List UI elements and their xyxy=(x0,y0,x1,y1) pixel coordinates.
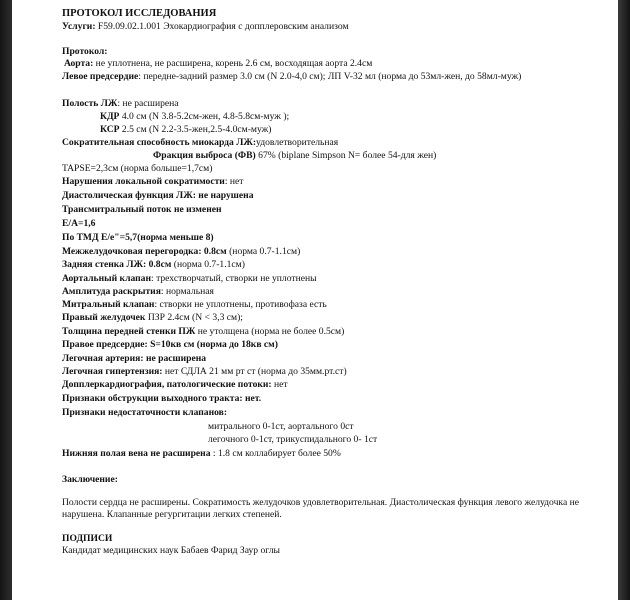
tmd-line: По ТМД E/e"=5,7(норма меньше 8) xyxy=(62,232,214,243)
regurgitation-line-2: легочного 0-1ст, трикуспидального 0- 1ст xyxy=(208,434,378,445)
ksr-label: КСР xyxy=(100,124,120,135)
amplitude-label: Амплитуда раскрытия xyxy=(62,286,161,297)
posterior-wall-line xyxy=(62,259,245,271)
doppler-value: нет xyxy=(271,379,288,390)
mitral-value: : створки не уплотнены, противофаза есть xyxy=(154,299,327,310)
diastolic-label: Диастолическая функция ЛЖ xyxy=(62,190,193,201)
contractility-line xyxy=(62,137,338,149)
right-ventricle-line xyxy=(62,312,243,324)
diastolic-value: : не нарушена xyxy=(192,190,254,201)
contractility-label: Сократительная способность миокарда ЛЖ: xyxy=(62,137,257,148)
aorta-value: не уплотнена, не расширена, корень 2.6 см, восходящая аорта 2.4см xyxy=(93,58,373,69)
ph-value: нет СДЛА 21 мм рт ст (норма до 35мм.рт.ст) xyxy=(162,366,347,377)
ivs-label: Межжелудочковая перегородка xyxy=(62,246,199,257)
ivs-norm: (норма 0.7-1.1см) xyxy=(226,246,301,257)
doppler-line xyxy=(62,379,288,391)
diastolic-line xyxy=(62,190,254,202)
doctor-signature-line: Кандидат медицинских наук Бабаев Фарид Заур оглы xyxy=(62,545,280,556)
lv-cavity-label: Полость ЛЖ xyxy=(62,98,118,109)
pw-norm: (норма 0.7-1.1см) xyxy=(171,259,245,270)
service-value: F59.09.02.1.001 Эхокардиография с допплеровским анализом xyxy=(95,21,349,32)
conclusion-heading: Заключение: xyxy=(62,474,118,485)
amplitude-line xyxy=(62,286,214,298)
rv-wall-line xyxy=(62,326,344,338)
lv-cavity-value: : не расширена xyxy=(117,98,179,109)
tapse-line: TAPSE=2,3см (норма больше=1,7см) xyxy=(62,163,213,174)
pulmonary-hypertension-line xyxy=(62,366,347,378)
la-label: Левое предсердие xyxy=(62,71,139,82)
ph-label: Легочная гипертензия: xyxy=(62,366,163,377)
rv-value: ПЗР 2.4см (N < 3,3 см); xyxy=(145,312,243,323)
signatures-heading: ПОДПИСИ xyxy=(62,533,113,544)
aortic-valve-line xyxy=(62,273,317,285)
conclusion-text: Полости сердца не расширены. Сократимость желудочков удовлетворительная. Диастолическая функция левого желудочка не нарушена. Клапанные регургитации легких степеней. xyxy=(62,497,579,520)
amplitude-value: : нормальная xyxy=(160,286,214,297)
ivs-line xyxy=(62,246,300,258)
protocol-heading: Протокол: xyxy=(62,46,108,57)
ef-value: 67% (biplane Simpson N= более 54-для жен) xyxy=(255,150,437,161)
service-line xyxy=(62,21,349,33)
ef-label: Фракция выброса (ФВ) xyxy=(153,150,256,161)
left-atrium-line xyxy=(62,71,582,83)
pulmonary-artery-line: Легочная артерия: не расширена xyxy=(62,353,207,364)
local-contractility-line xyxy=(62,176,243,188)
kdr-value: 4.0 см (N 3.8-5.2см-жен, 4.8-5.8см-муж ); xyxy=(119,111,290,122)
page-edge-shadow-left xyxy=(0,0,12,600)
ksr-line xyxy=(100,124,272,136)
ivc-value: : 1.8 см коллабирует более 50% xyxy=(210,448,341,459)
insufficiency-heading: Признаки недостаточности клапанов: xyxy=(62,407,228,418)
doppler-label: Допплеркардиография, патологические потоки: xyxy=(62,379,272,390)
kdr-label: КДР xyxy=(100,111,120,122)
ivc-line xyxy=(62,448,341,460)
local-label: Нарушения локальной сократимости xyxy=(62,176,225,187)
aorta-line xyxy=(64,58,372,70)
contractility-value: удовлетворительная xyxy=(256,137,339,148)
mitral-label: Митральный клапан xyxy=(62,299,155,310)
pw-label: Задняя стенка ЛЖ xyxy=(62,259,143,270)
rv-wall-value: не утолщена (норма не более 0.5см) xyxy=(195,326,345,337)
rv-wall-label: Толщина передней стенки ПЖ xyxy=(62,326,196,337)
document-page xyxy=(12,0,618,600)
aortic-valve-label: Аортальный клапан xyxy=(62,273,151,284)
ejection-fraction-line xyxy=(153,150,436,162)
transmitral-line: Трансмитральный поток не изменен xyxy=(62,204,222,215)
aorta-label: Аорта: xyxy=(64,58,94,69)
ksr-value: 2.5 см (N 2.2-3.5-жен,2.5-4.0см-муж) xyxy=(119,124,272,135)
regurgitation-line-1: митрального 0-1ст, аортального 0ст xyxy=(208,421,354,432)
local-value: : нет xyxy=(224,176,244,187)
service-label: Услуги: xyxy=(62,21,96,32)
mitral-valve-line xyxy=(62,299,327,311)
page-edge-shadow-right xyxy=(618,0,630,600)
la-value: : передне-задний размер 3.0 см (N 2.0-4,0 см); ЛП V-32 мл (норма до 53мл-жен, до 58мл-муж) xyxy=(138,71,522,82)
lv-cavity-line xyxy=(62,98,179,110)
pw-bold: : 0.8см xyxy=(143,259,172,270)
ivc-label: Нижняя полая вена не расширена xyxy=(62,448,211,459)
right-atrium-line: Правое предсердие: S=10кв см (норма до 18кв см) xyxy=(62,339,278,350)
ivs-bold: : 0.8см xyxy=(198,246,227,257)
ea-ratio-line: E/A=1,6 xyxy=(62,218,96,229)
rv-label: Правый желудочек xyxy=(62,312,146,323)
kdr-line xyxy=(100,111,289,123)
lvot-line: Признаки обструкции выходного тракта: нет. xyxy=(62,393,262,404)
document-title: ПРОТОКОЛ ИССЛЕДОВАНИЯ xyxy=(62,8,217,19)
aortic-valve-value: : трехстворчатый, створки не уплотнены xyxy=(151,273,317,284)
